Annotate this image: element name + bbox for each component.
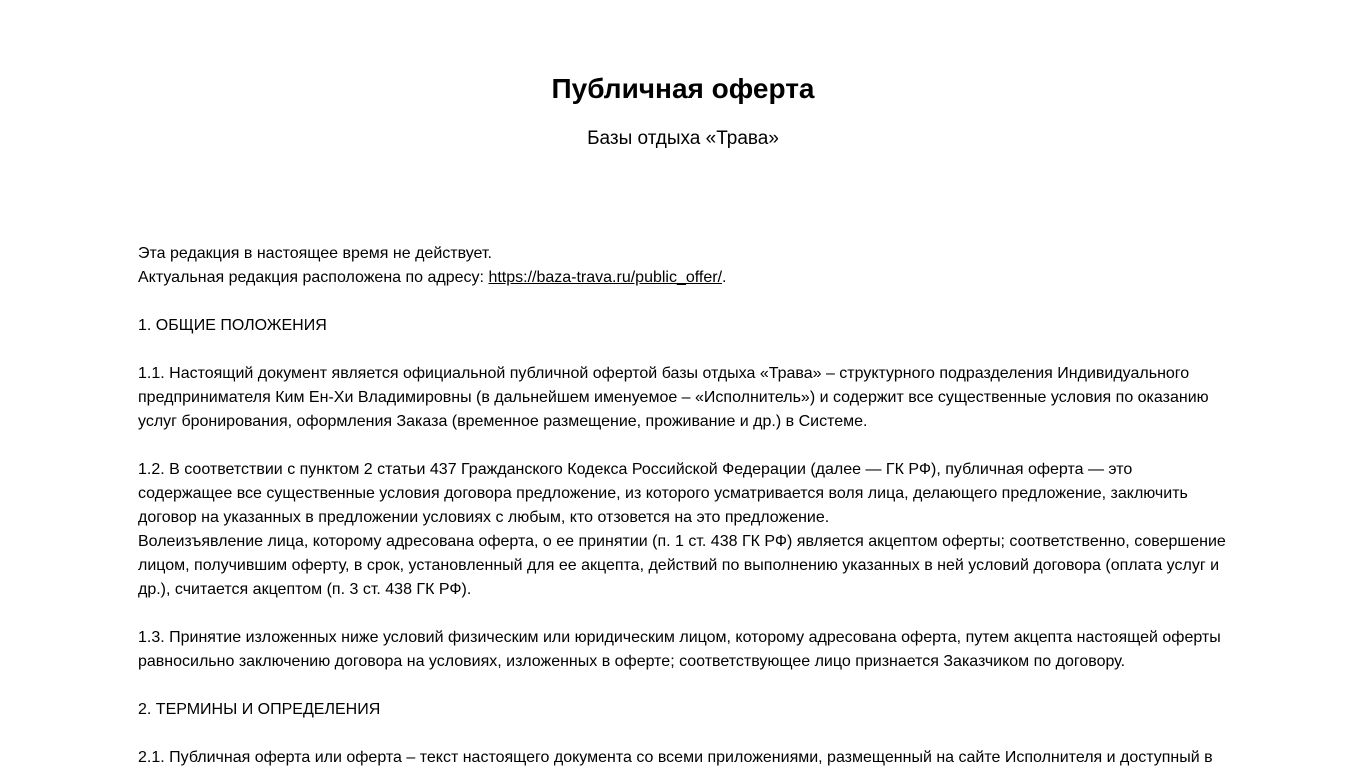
- notice-line-2-end: .: [722, 269, 727, 286]
- document-page: [138, 72, 1228, 768]
- paragraph-1-1: 1.1. Настоящий документ является официальной публичной офертой базы отдыха «Трава» – структурного подразделения Индивидуального предпринимателя Ким Ен-Хи Владимировны (в дальнейшем именуемое – «Исполнитель») и содержит все существенные условия по оказанию услуг бронирования, оформления Заказа (временное размещение, проживание и др.) в Системе.: [138, 365, 1209, 430]
- paragraph-2-1: 2.1. Публичная оферта или оферта – текст настоящего документа со всеми приложениями, размещенный на сайте Исполнителя и доступный в: [138, 749, 1213, 766]
- paragraph-1-2: [138, 458, 1228, 602]
- paragraph-1-2-part-2: Волеизъявление лица, которому адресована оферта, о ее принятии (п. 1 ст. 438 ГК РФ) является акцептом оферты; соответственно, совершение лицом, получившим оферту, в срок, установленный для ее акцепта, действий по выполнению указанных в ней условий договора (оплата услуг и др.), считается акцептом (п. 3 ст. 438 ГК РФ).: [138, 533, 1226, 598]
- section-2-heading: 2. ТЕРМИНЫ И ОПРЕДЕЛЕНИЯ: [138, 701, 381, 718]
- paragraph-1-3: 1.3. Принятие изложенных ниже условий физическим или юридическим лицом, которому адресована оферта, путем акцепта настоящей оферты равносильно заключению договора на условиях, изложенных в оферте; соответствующее лицо признается Заказчиком по договору.: [138, 629, 1221, 670]
- document-body: [138, 242, 1228, 768]
- section-1-heading: 1. ОБЩИЕ ПОЛОЖЕНИЯ: [138, 317, 327, 334]
- paragraph-1-2-part-1: 1.2. В соответствии с пунктом 2 статьи 437 Гражданского Кодекса Российской Федерации (далее — ГК РФ), публичная оферта — это содержащее все существенные условия договора предложение, из которого усматривается воля лица, делающего предложение, заключить договор на указанных в предложении условиях с любым, кто отзовется на это предложение.: [138, 461, 1188, 526]
- public-offer-link[interactable]: https://baza-trava.ru/public_offer/: [488, 269, 723, 286]
- page-title: Публичная оферта: [551, 73, 815, 104]
- page-subtitle: Базы отдыха «Трава»: [587, 128, 779, 149]
- notice-line-1: Эта редакция в настоящее время не действует.: [138, 245, 492, 262]
- notice-line-2-label: Актуальная редакция расположена по адресу:: [138, 269, 489, 286]
- notice-paragraph: [138, 242, 1228, 290]
